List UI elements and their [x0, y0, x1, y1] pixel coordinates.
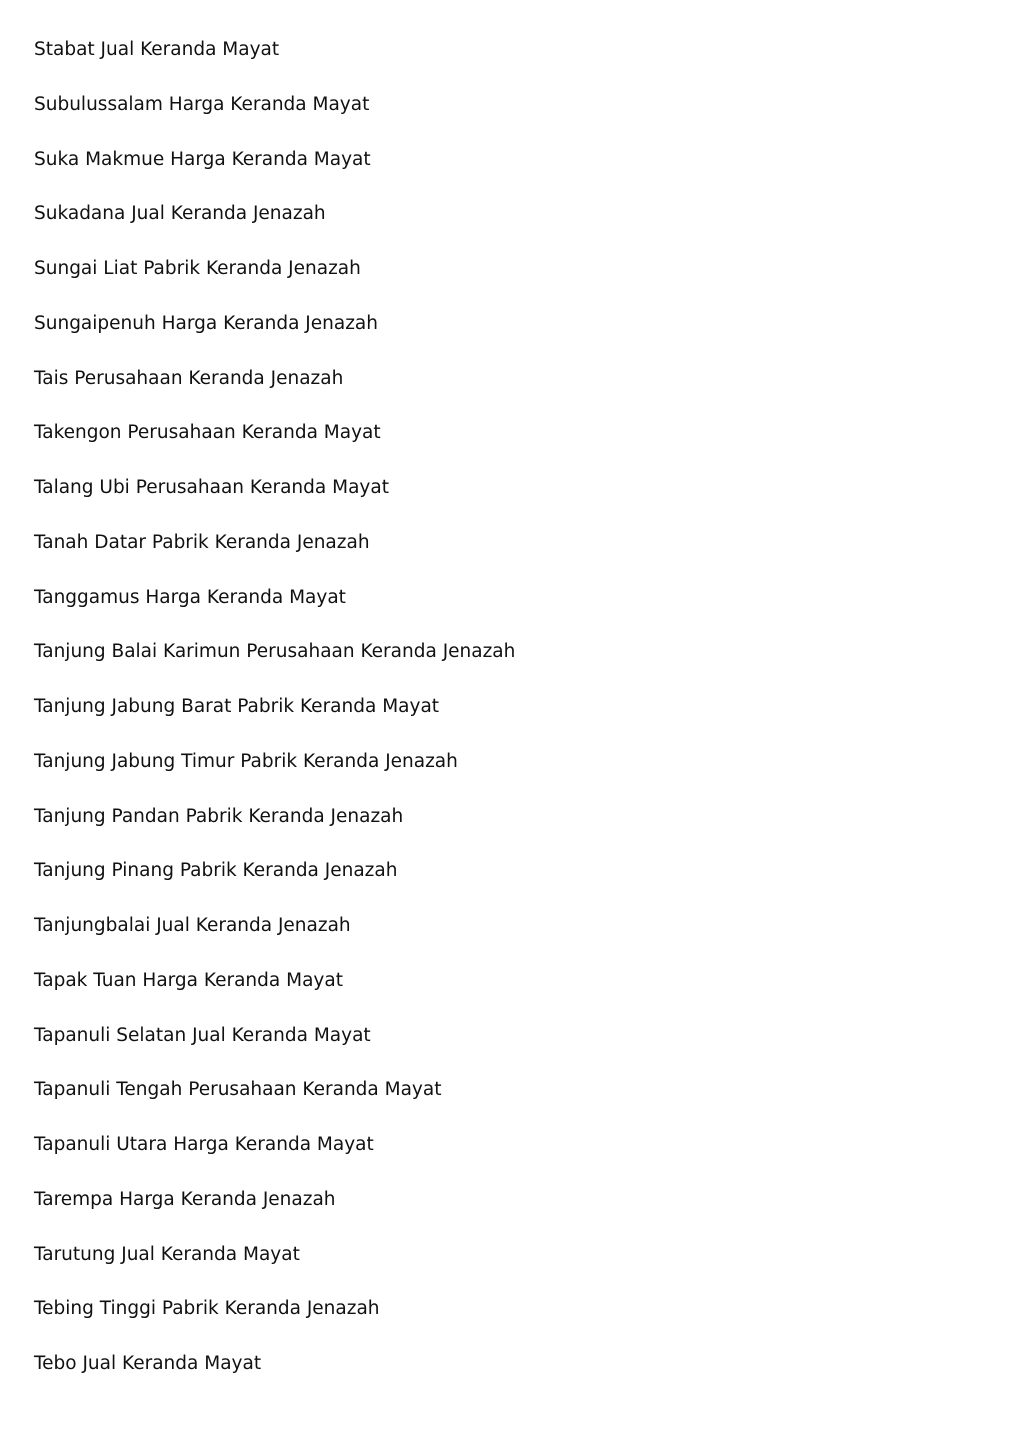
list-item-link[interactable]: Sungai Liat Pabrik Keranda Jenazah	[34, 258, 361, 279]
list-item-link[interactable]: Tanjung Jabung Timur Pabrik Keranda Jenazah	[34, 750, 458, 772]
list-item-link[interactable]: Tebing Tinggi Pabrik Keranda Jenazah	[34, 1298, 380, 1320]
list-item-link[interactable]: Sukadana Jual Keranda Jenazah	[34, 203, 326, 225]
list-item-link[interactable]: Subulussalam Harga Keranda Mayat	[34, 93, 370, 115]
list-item	[34, 419, 515, 474]
list-item-link[interactable]: Sungaipenuh Harga Keranda Jenazah	[34, 312, 378, 334]
list-item-link[interactable]: Tapanuli Selatan Jual Keranda Mayat	[34, 1024, 371, 1046]
list-item	[34, 255, 515, 310]
list-item-link[interactable]: Tanggamus Harga Keranda Mayat	[34, 586, 346, 608]
list-item	[34, 529, 515, 584]
list-item-link[interactable]: Tarempa Harga Keranda Jenazah	[34, 1188, 336, 1210]
list-item	[34, 1131, 515, 1186]
list-item	[34, 803, 515, 858]
list-item-link[interactable]: Tais Perusahaan Keranda Jenazah	[34, 367, 344, 389]
list-item	[34, 1241, 515, 1296]
list-item-link[interactable]: Tanjung Pinang Pabrik Keranda Jenazah	[34, 860, 398, 882]
list-item-link[interactable]: Tarutung Jual Keranda Mayat	[34, 1243, 300, 1265]
list-item	[34, 638, 515, 693]
list-item	[34, 146, 515, 201]
list-item-link[interactable]: Talang Ubi Perusahaan Keranda Mayat	[34, 477, 389, 498]
list-item	[34, 1186, 515, 1241]
list-item	[34, 474, 515, 529]
list-item	[34, 857, 515, 912]
list-item-link[interactable]: Suka Makmue Harga Keranda Mayat	[34, 148, 371, 170]
list-item-link[interactable]: Tapanuli Tengah Perusahaan Keranda Mayat	[34, 1079, 442, 1101]
list-item-link[interactable]: Tanah Datar Pabrik Keranda Jenazah	[34, 531, 370, 553]
list-item	[34, 584, 515, 639]
list-item	[34, 1076, 515, 1131]
list-item-link[interactable]: Stabat Jual Keranda Mayat	[34, 39, 280, 60]
list-item	[34, 1022, 515, 1077]
list-item	[34, 693, 515, 748]
list-item	[34, 36, 515, 91]
list-item-link[interactable]: Tapanuli Utara Harga Keranda Mayat	[34, 1134, 374, 1155]
list-item	[34, 1350, 515, 1405]
list-item-link[interactable]: Tebo Jual Keranda Mayat	[34, 1353, 262, 1374]
list-item	[34, 912, 515, 967]
keyword-link-list	[34, 36, 515, 1405]
list-item	[34, 1295, 515, 1350]
list-item	[34, 365, 515, 420]
list-item	[34, 748, 515, 803]
list-item-link[interactable]: Tanjung Jabung Barat Pabrik Keranda Mayat	[34, 696, 440, 717]
list-item	[34, 200, 515, 255]
list-item	[34, 967, 515, 1022]
list-item-link[interactable]: Tanjung Balai Karimun Perusahaan Keranda Jenazah	[34, 641, 516, 663]
list-item	[34, 310, 515, 365]
list-item-link[interactable]: Tanjungbalai Jual Keranda Jenazah	[34, 915, 351, 936]
list-item-link[interactable]: Tanjung Pandan Pabrik Keranda Jenazah	[34, 805, 404, 827]
list-item-link[interactable]: Takengon Perusahaan Keranda Mayat	[34, 422, 381, 444]
list-item-link[interactable]: Tapak Tuan Harga Keranda Mayat	[34, 969, 343, 991]
list-item	[34, 91, 515, 146]
